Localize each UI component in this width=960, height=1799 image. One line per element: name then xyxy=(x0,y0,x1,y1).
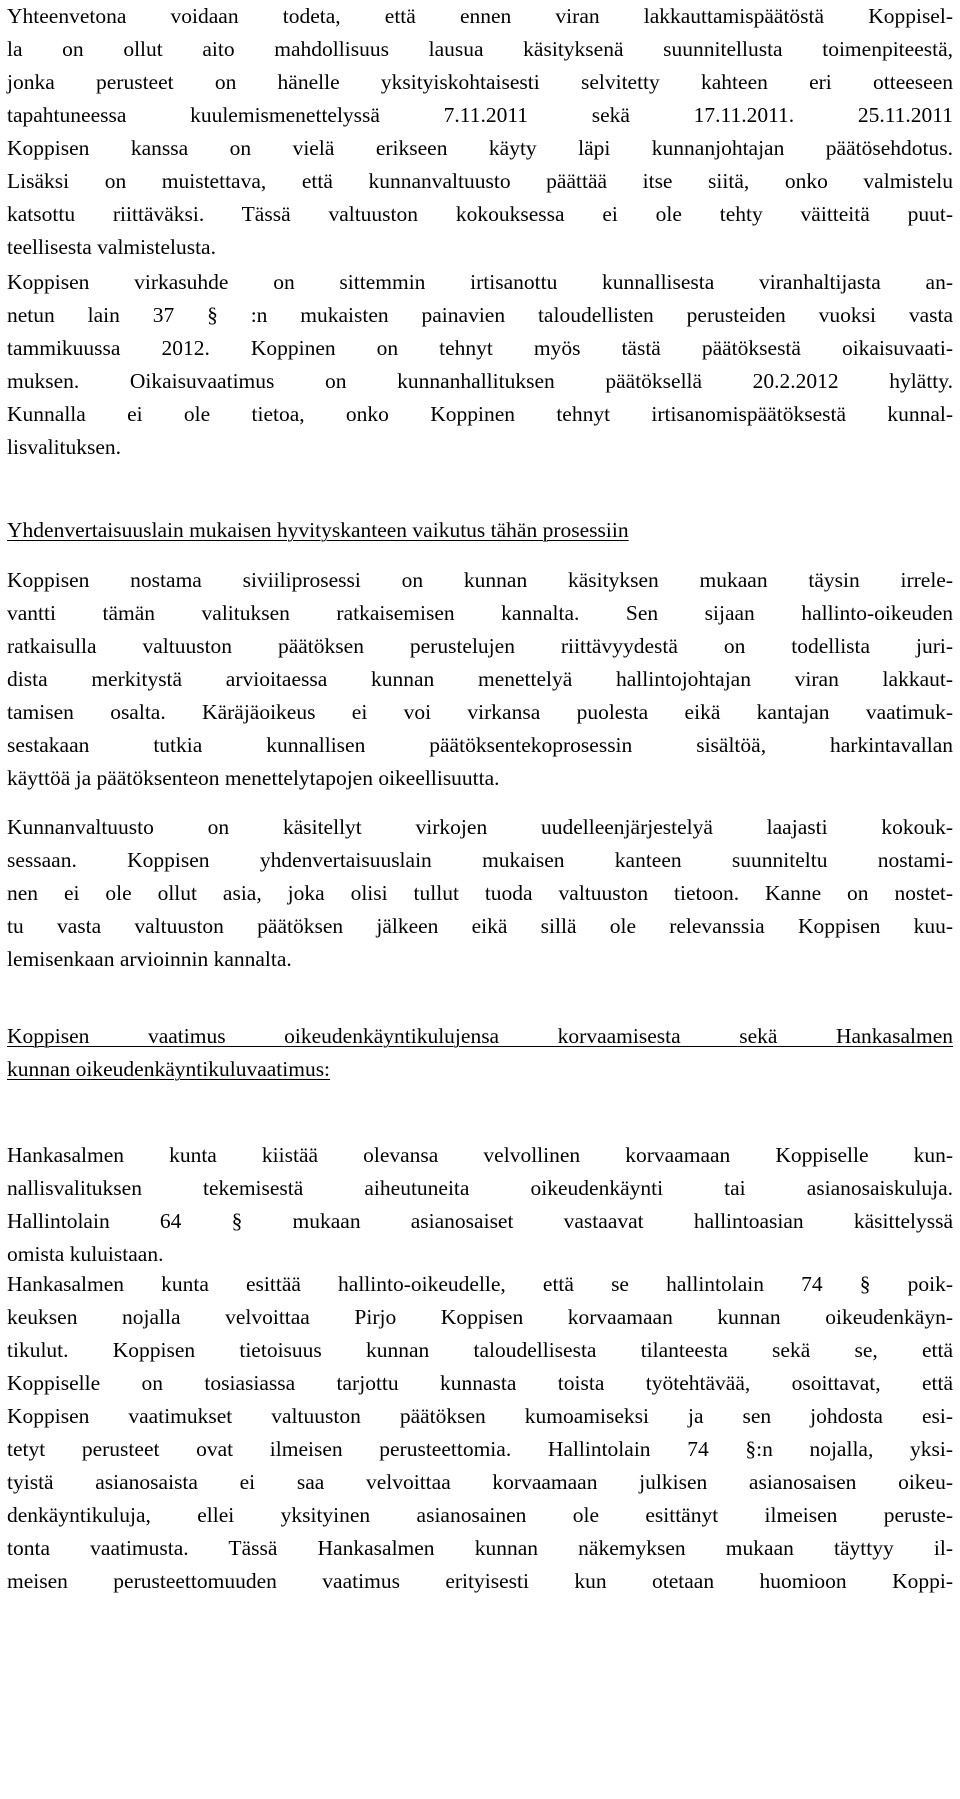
paragraph-costs-claim xyxy=(7,1268,953,1598)
text-line: tetyt perusteet ovat ilmeisen perusteettomia. Hallintolain 74 §:n nojalla, yksi- xyxy=(7,1437,953,1461)
text-line: Hankasalmen kunta kiistää olevansa velvollinen korvaamaan Koppiselle kun- xyxy=(7,1143,953,1167)
heading-line: kunnan oikeudenkäyntikuluvaatimus: xyxy=(7,1057,331,1081)
text-line: nen ei ole ollut asia, joka olisi tullut tuoda valtuuston tietoon. Kanne on nostet- xyxy=(7,881,953,905)
text-line: Koppisen nostama siviiliprosessi on kunnan käsityksen mukaan täysin irrele- xyxy=(7,568,953,592)
section-heading-legal-costs xyxy=(7,1020,953,1086)
text-line: nallisvalituksen tekemisestä aiheutuneita oikeudenkäynti tai asianosaiskuluja. xyxy=(7,1176,953,1200)
text-line: sestakaan tutkia kunnallisen päätöksentekoprosessin sisältöä, harkintavallan xyxy=(7,733,953,757)
text-line: Kunnanvaltuusto on käsitellyt virkojen uudelleenjärjestelyä laajasti kokouk- xyxy=(7,815,953,839)
text-line: omista kuluistaan. xyxy=(7,1242,164,1266)
paragraph-summary xyxy=(7,0,953,264)
text-line: Koppisen vaatimukset valtuuston päätöksen kumoamiseksi ja sen johdosta esi- xyxy=(7,1404,953,1428)
text-line: dista merkitystä arvioitaessa kunnan menettelyä hallintojohtajan viran lakkaut- xyxy=(7,667,953,691)
text-line: tamisen osalta. Käräjäoikeus ei voi virkansa puolesta eikä kantajan vaatimuk- xyxy=(7,700,953,724)
text-line: Kunnalla ei ole tietoa, onko Koppinen tehnyt irtisanomispäätöksestä kunnal- xyxy=(7,402,953,426)
text-line: la on ollut aito mahdollisuus lausua käsityksenä suunnitellusta toimenpiteestä, xyxy=(7,37,953,61)
paragraph-dismissal xyxy=(7,266,953,464)
text-line: Hallintolain 64 § mukaan asianosaiset vastaavat hallintoasian käsittelyssä xyxy=(7,1209,953,1233)
paragraph-costs-denial xyxy=(7,1139,953,1271)
text-line: lemisenkaan arvioinnin kannalta. xyxy=(7,947,292,971)
text-line: sessaan. Koppisen yhdenvertaisuuslain mukaisen kanteen suunniteltu nostami- xyxy=(7,848,953,872)
heading-line: Yhdenvertaisuuslain mukaisen hyvityskanteen vaikutus tähän prosessiin xyxy=(7,518,629,542)
text-line: tapahtuneessa kuulemismenettelyssä 7.11.2011 sekä 17.11.2011. 25.11.2011 xyxy=(7,103,953,127)
text-line: vantti tämän valituksen ratkaisemisen kannalta. Sen sijaan hallinto-oikeuden xyxy=(7,601,953,625)
text-line: keuksen nojalla velvoittaa Pirjo Koppisen korvaamaan kunnan oikeudenkäyn- xyxy=(7,1305,953,1329)
text-line: tonta vaatimusta. Tässä Hankasalmen kunnan näkemyksen mukaan täyttyy il- xyxy=(7,1536,953,1560)
paragraph-council xyxy=(7,811,953,976)
text-line: ratkaisulla valtuuston päätöksen perustelujen riittävyydestä on todellista juri- xyxy=(7,634,953,658)
section-heading-equality-claim xyxy=(7,514,953,547)
text-line: teellisesta valmistelusta. xyxy=(7,235,216,259)
text-line: Lisäksi on muistettava, että kunnanvaltuusto päättää itse siitä, onko valmistelu xyxy=(7,169,953,193)
text-line: muksen. Oikaisuvaatimus on kunnanhallituksen päätöksellä 20.2.2012 hylätty. xyxy=(7,369,953,393)
paragraph-civil-process xyxy=(7,564,953,795)
text-line: tammikuussa 2012. Koppinen on tehnyt myös tästä päätöksestä oikaisuvaati- xyxy=(7,336,953,360)
text-line: tyistä asianosaista ei saa velvoittaa korvaamaan julkisen asianosaisen oikeu- xyxy=(7,1470,953,1494)
text-line: Yhteenvetona voidaan todeta, että ennen viran lakkauttamispäätöstä Koppisel- xyxy=(7,4,953,28)
text-line: jonka perusteet on hänelle yksityiskohtaisesti selvitetty kahteen eri otteeseen xyxy=(7,70,953,94)
text-line: denkäyntikuluja, ellei yksityinen asianosainen ole esittänyt ilmeisen peruste- xyxy=(7,1503,953,1527)
text-line: lisvalituksen. xyxy=(7,435,122,459)
text-line: Koppisen virkasuhde on sittemmin irtisanottu kunnallisesta viranhaltijasta an- xyxy=(7,270,953,294)
text-line: meisen perusteettomuuden vaatimus erityisesti kun otetaan huomioon Koppi- xyxy=(7,1569,953,1593)
text-line: tikulut. Koppisen tietoisuus kunnan taloudellisesta tilanteesta sekä se, että xyxy=(7,1338,953,1362)
heading-line: Koppisen vaatimus oikeudenkäyntikulujensa korvaamisesta sekä Hankasalmen xyxy=(7,1024,953,1048)
text-line: netun lain 37 § :n mukaisten painavien taloudellisten perusteiden vuoksi vasta xyxy=(7,303,953,327)
text-line: Hankasalmen kunta esittää hallinto-oikeudelle, että se hallintolain 74 § poik- xyxy=(7,1272,953,1296)
text-line: Koppisen kanssa on vielä erikseen käyty läpi kunnanjohtajan päätösehdotus. xyxy=(7,136,953,160)
text-line: tu vasta valtuuston päätöksen jälkeen eikä sillä ole relevanssia Koppisen kuu- xyxy=(7,914,953,938)
text-line: katsottu riittäväksi. Tässä valtuuston kokouksessa ei ole tehty väitteitä puut- xyxy=(7,202,953,226)
text-line: käyttöä ja päätöksenteon menettelytapojen oikeellisuutta. xyxy=(7,766,500,790)
text-line: Koppiselle on tosiasiassa tarjottu kunnasta toista työtehtävää, osoittavat, että xyxy=(7,1371,953,1395)
